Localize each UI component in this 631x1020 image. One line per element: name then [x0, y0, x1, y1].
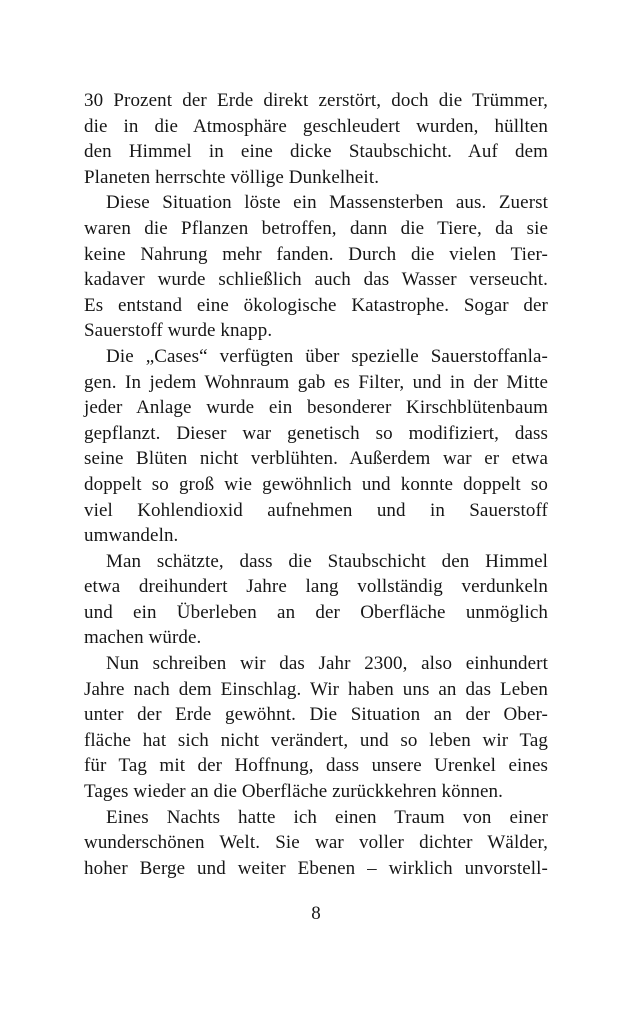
text-line: waren die Pflanzen betroffen, dann die Tiere, da sie	[84, 217, 548, 239]
text-line: machen würde.	[84, 627, 202, 649]
text-line: keine Nahrung mehr fanden. Durch die vielen Tier-	[84, 243, 548, 265]
text-line: Nun schreiben wir das Jahr 2300, also einhundert	[106, 653, 548, 675]
text-line: viel Kohlendioxid aufnehmen und in Sauerstoff	[84, 499, 548, 521]
paragraph	[84, 805, 548, 882]
paragraph	[84, 549, 548, 651]
text-line: hoher Berge und weiter Ebenen – wirklich unvorstell-	[84, 857, 548, 879]
text-line: und ein Überleben an der Oberfläche unmöglich	[84, 601, 548, 623]
text-line: Sauerstoff wurde knapp.	[84, 320, 273, 342]
page-number: 8	[311, 903, 321, 924]
text-line: wunderschönen Welt. Sie war voller dichter Wälder,	[84, 832, 548, 854]
text-line: Jahre nach dem Einschlag. Wir haben uns an das Leben	[84, 678, 548, 700]
text-line: etwa dreihundert Jahre lang vollständig verdunkeln	[84, 576, 548, 598]
text-line: Die „Cases“ verfügten über spezielle Sauerstoffanla-	[106, 345, 548, 367]
text-line: Eines Nachts hatte ich einen Traum von einer	[106, 806, 548, 828]
text-line: 30 Prozent der Erde direkt zerstört, doch die Trümmer,	[84, 90, 548, 111]
paragraph	[84, 190, 548, 344]
page-text	[84, 88, 548, 881]
text-line: Tages wieder an die Oberfläche zurückkehren können.	[84, 781, 503, 803]
text-line: jeder Anlage wurde ein besonderer Kirschblütenbaum	[84, 397, 548, 419]
text-line: für Tag mit der Hoffnung, dass unsere Urenkel eines	[84, 755, 548, 777]
text-line: umwandeln.	[84, 525, 179, 547]
text-line: gepflanzt. Dieser war genetisch so modifiziert, dass	[84, 422, 548, 444]
text-line: Man schätzte, dass die Staubschicht den Himmel	[106, 550, 548, 572]
paragraph	[84, 88, 548, 190]
text-line: die in die Atmosphäre geschleudert wurden, hüllten	[84, 115, 548, 137]
text-line: doppelt so groß wie gewöhnlich und konnte doppelt so	[84, 473, 548, 495]
paragraph	[84, 651, 548, 805]
text-line: seine Blüten nicht verblühten. Außerdem war er etwa	[84, 448, 548, 470]
text-line: Planeten herrschte völlige Dunkelheit.	[84, 166, 380, 188]
text-line: fläche hat sich nicht verändert, und so leben wir Tag	[84, 729, 548, 751]
text-line: Diese Situation löste ein Massensterben aus. Zuerst	[106, 192, 548, 214]
text-line: kadaver wurde schließlich auch das Wasser verseucht.	[84, 269, 548, 291]
text-line: unter der Erde gewöhnt. Die Situation an der Ober-	[84, 704, 548, 726]
text-line: gen. In jedem Wohnraum gab es Filter, und in der Mitte	[84, 371, 548, 393]
text-line: Es entstand eine ökologische Katastrophe. Sogar der	[84, 294, 548, 316]
text-line: den Himmel in eine dicke Staubschicht. Auf dem	[84, 141, 548, 163]
paragraph	[84, 344, 548, 549]
